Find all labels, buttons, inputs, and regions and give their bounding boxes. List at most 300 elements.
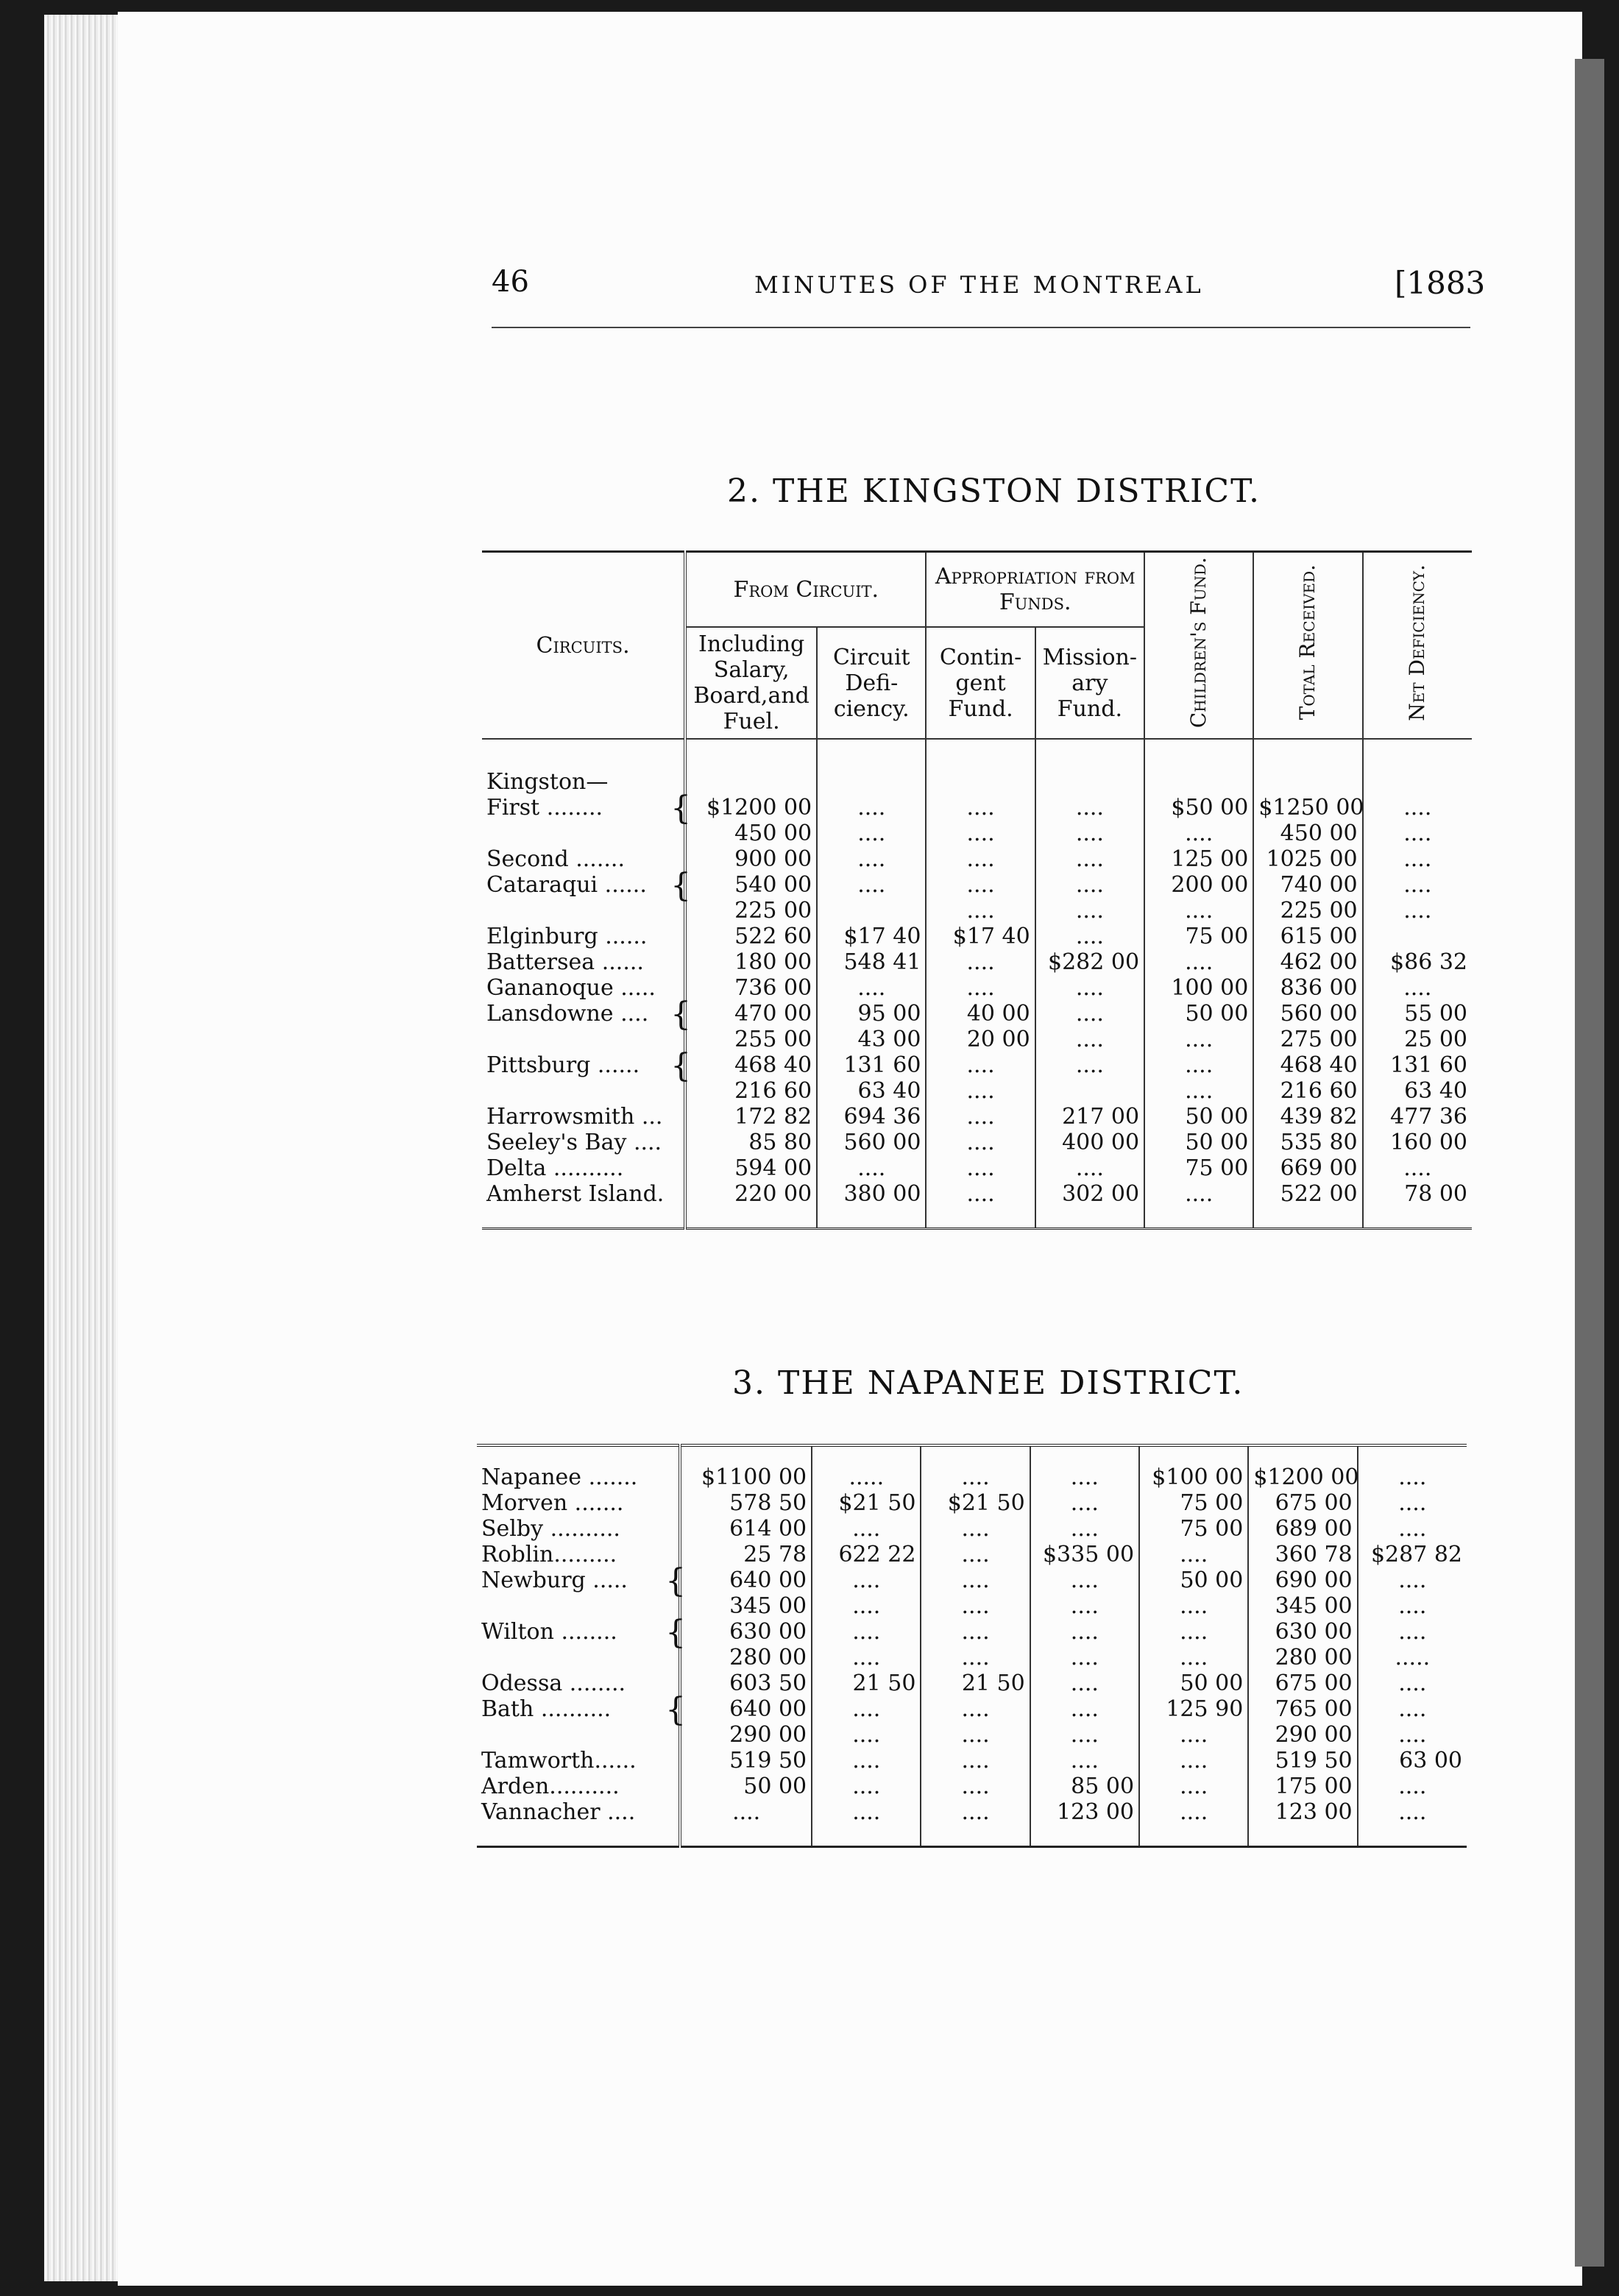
col-net [1363, 552, 1472, 740]
table-cell: .... [926, 1052, 1035, 1078]
table-cell: .... [817, 975, 926, 1001]
table-row [482, 821, 1472, 846]
cell-text: Children's Fund. [1186, 556, 1211, 729]
cell-text: 630 00 [729, 1619, 807, 1645]
kingston-table-header [482, 552, 1472, 740]
table-cell: $100 00 [1139, 1464, 1248, 1490]
table-cell: 160 00 [1363, 1130, 1472, 1155]
table-row [477, 1542, 1467, 1567]
table-cell [482, 1078, 685, 1104]
table-row: Lansdowne .... { 470 00 95 00 40 00 .... 50 00 560 00 55 00 [482, 1001, 1472, 1027]
table-cell: .... [926, 975, 1035, 1001]
table-cell: .... [1030, 1748, 1139, 1774]
table-row [477, 1645, 1467, 1670]
table-cell: 462 00 [1253, 949, 1362, 975]
cell-text: 468 40 [734, 1052, 812, 1078]
table-cell: .... [1363, 898, 1472, 924]
table-cell: .... [1358, 1490, 1467, 1516]
table-cell: 736 00 [685, 975, 817, 1001]
table-cell [482, 821, 685, 846]
table-cell: $335 00 [1030, 1542, 1139, 1567]
table-cell: 123 00 [1248, 1799, 1357, 1825]
table-cell: .... [926, 872, 1035, 898]
table-row [482, 949, 1472, 975]
table-cell: 345 00 [1248, 1593, 1357, 1619]
table-cell: .... [1139, 1722, 1248, 1748]
table-row [482, 1130, 1472, 1155]
table-cell: 85 00 [1030, 1774, 1139, 1799]
table-cell: .... [1358, 1799, 1467, 1825]
table-cell: .... [1139, 1645, 1248, 1670]
table-cell: .... [812, 1593, 921, 1619]
table-cell: .... [921, 1799, 1030, 1825]
table-row [477, 1670, 1467, 1696]
table-row [482, 898, 1472, 924]
cell-text: 470 00 [734, 1001, 812, 1027]
table-cell: $50 00 [1144, 795, 1253, 821]
table-cell: .... [1144, 949, 1253, 975]
table-cell: .... [812, 1774, 921, 1799]
table-cell: .... [1144, 1181, 1253, 1207]
cell-text: Total Received. [1295, 564, 1320, 720]
table-cell: 740 00 [1253, 872, 1362, 898]
table-row: Wilton ........ { 630 00 .... .... .... .... 630 00 .... [477, 1619, 1467, 1645]
table-cell: .... [1358, 1593, 1467, 1619]
table-cell: .... [812, 1619, 921, 1645]
table-cell: Arden.......... [481, 1774, 620, 1799]
table-cell: 302 00 [1035, 1181, 1144, 1207]
col-circuit-deficiency [817, 627, 926, 739]
table-cell: 123 00 [1030, 1799, 1139, 1825]
table-row [477, 1748, 1467, 1774]
table-cell: .... [1139, 1593, 1248, 1619]
page-number: 46 [492, 265, 529, 299]
table-row [482, 1155, 1472, 1181]
running-title: MINUTES OF THE MONTREAL [754, 271, 1204, 299]
table-cell: .... [812, 1722, 921, 1748]
table-cell: 519 50 [680, 1748, 812, 1774]
table-cell: Gananoque ..... [486, 975, 656, 1001]
table-row [482, 975, 1472, 1001]
table-cell: .... [1144, 898, 1253, 924]
table-cell: .... [921, 1516, 1030, 1542]
page-edges [44, 15, 127, 2281]
table-cell: 836 00 [1253, 975, 1362, 1001]
table-row [477, 1516, 1467, 1542]
table-cell: 25 78 [680, 1542, 812, 1567]
table-cell: 675 00 [1248, 1670, 1357, 1696]
table-cell: .... [921, 1748, 1030, 1774]
cell-text: Mission- ary Fund. [1042, 644, 1137, 722]
table-cell: ..... [812, 1464, 921, 1490]
table-cell: 78 00 [1363, 1181, 1472, 1207]
table-cell: 535 80 [1253, 1130, 1362, 1155]
table-cell: .... [1358, 1722, 1467, 1748]
table-cell: Second ....... [486, 846, 625, 872]
table-cell: Roblin......... [481, 1542, 617, 1567]
cell-text: 640 00 [729, 1567, 807, 1593]
table-cell: .... [1358, 1516, 1467, 1542]
table-cell: .... [1035, 795, 1144, 821]
table-cell: .... [1035, 1052, 1144, 1078]
table-cell: .... [1035, 821, 1144, 846]
table-row [477, 1490, 1467, 1516]
table-cell: 50 00 [1144, 1130, 1253, 1155]
table-cell: .... [1358, 1670, 1467, 1696]
table-cell: 689 00 [1248, 1516, 1357, 1542]
col-missionary [1035, 627, 1144, 739]
table-cell: 275 00 [1253, 1027, 1362, 1052]
table-cell: Morven ....... [481, 1490, 624, 1516]
table-cell: 175 00 [1248, 1774, 1357, 1799]
table-cell: .... [1030, 1670, 1139, 1696]
table-cell: 290 00 [1248, 1722, 1357, 1748]
table-cell: 690 00 [1248, 1567, 1357, 1593]
table-row [482, 1078, 1472, 1104]
table-cell: 522 00 [1253, 1181, 1362, 1207]
table-cell: 380 00 [817, 1181, 926, 1207]
table-cell: Vannacher .... [481, 1799, 636, 1825]
table-cell: .... [1139, 1799, 1248, 1825]
table-cell: Delta .......... [486, 1155, 624, 1181]
table-cell: .... [817, 1155, 926, 1181]
table-cell: 220 00 [685, 1181, 817, 1207]
table-cell: .... [1030, 1619, 1139, 1645]
cell-text: Appropriation from Funds. [935, 564, 1136, 615]
table-cell: 180 00 [685, 949, 817, 975]
table-cell: .... [812, 1567, 921, 1593]
table-cell: 560 00 [817, 1130, 926, 1155]
table-cell: Amherst Island. [486, 1181, 665, 1207]
table-cell: 560 00 [1253, 1001, 1362, 1027]
table-cell: 75 00 [1144, 924, 1253, 949]
table-cell: 131 60 [817, 1052, 926, 1078]
table-cell: .... [921, 1696, 1030, 1722]
table-cell: .... [1035, 975, 1144, 1001]
table-cell: .... [1144, 1078, 1253, 1104]
table-row [477, 1464, 1467, 1490]
table-cell: 95 00 [817, 1001, 926, 1027]
table-cell: 1025 00 [1253, 846, 1362, 872]
table-cell: 225 00 [685, 898, 817, 924]
table-cell: 50 00 [680, 1774, 812, 1799]
table-cell: 63 40 [1363, 1078, 1472, 1104]
table-cell: 900 00 [685, 846, 817, 872]
cell-text: Contin- gent Fund. [939, 644, 1022, 722]
table-cell: 21 50 [812, 1670, 921, 1696]
table-cell: Bath .......... [481, 1696, 612, 1722]
table-cell: Newburg ..... [481, 1567, 628, 1593]
table-row [477, 1593, 1467, 1619]
table-cell: .... [926, 949, 1035, 975]
table-cell: $21 50 [812, 1490, 921, 1516]
table-cell: $1100 00 [680, 1464, 812, 1490]
table-cell: 217 00 [1035, 1104, 1144, 1130]
table-cell: .... [1358, 1567, 1467, 1593]
table-cell: .... [1358, 1464, 1467, 1490]
table-cell: $282 00 [1035, 949, 1144, 975]
table-row [482, 846, 1472, 872]
table-cell: 75 00 [1139, 1516, 1248, 1542]
table-cell: .... [812, 1748, 921, 1774]
table-cell: .... [1035, 924, 1144, 949]
running-year: [1883 [1395, 265, 1486, 301]
table-row [482, 1181, 1472, 1207]
table-cell: 360 78 [1248, 1542, 1357, 1567]
table-cell: 280 00 [680, 1645, 812, 1670]
table-cell: 578 50 [680, 1490, 812, 1516]
table-cell [482, 1027, 685, 1052]
table-cell: $287 82 [1358, 1542, 1467, 1567]
table-cell: .... [926, 1155, 1035, 1181]
table-row: Cataraqui ...... { 540 00 .... .... .... 200 00 740 00 .... [482, 872, 1472, 898]
table-cell [477, 1593, 680, 1619]
table-cell: Lansdowne .... [486, 1001, 649, 1027]
table-cell: .... [812, 1696, 921, 1722]
table-cell [1035, 1078, 1144, 1104]
table-cell: .... [1139, 1619, 1248, 1645]
table-cell: 439 82 [1253, 1104, 1362, 1130]
table-cell: .... [1358, 1619, 1467, 1645]
table-cell: .... [1363, 975, 1472, 1001]
table-cell: Tamworth...... [481, 1748, 637, 1774]
table-row [482, 1027, 1472, 1052]
table-row [477, 1722, 1467, 1748]
cell-text: Circuit Defi- ciency. [832, 644, 910, 722]
table-cell: .... [1139, 1774, 1248, 1799]
table-cell: Selby .......... [481, 1516, 620, 1542]
table-cell: 55 00 [1363, 1001, 1472, 1027]
napanee-table [477, 1444, 1467, 1848]
table-cell: .... [1363, 795, 1472, 821]
group-row [482, 769, 1472, 795]
table-cell: 85 80 [685, 1130, 817, 1155]
table-row: Pittsburg ...... { 468 40 131 60 .... .... .... 468 40 131 60 [482, 1052, 1472, 1078]
table-cell: 75 00 [1144, 1155, 1253, 1181]
table-cell: 63 40 [817, 1078, 926, 1104]
table-cell: Seeley's Bay .... [486, 1130, 662, 1155]
table-cell: 50 00 [1144, 1104, 1253, 1130]
table-cell: 63 00 [1358, 1748, 1467, 1774]
cell-text: Circuits. [536, 632, 630, 659]
table-cell [477, 1645, 680, 1670]
table-cell: Elginburg ...... [486, 924, 648, 949]
table-cell: .... [921, 1774, 1030, 1799]
cell-text: 540 00 [734, 872, 812, 898]
table-cell: 594 00 [685, 1155, 817, 1181]
table-cell: .... [921, 1542, 1030, 1567]
book-cover-edge [1575, 59, 1604, 2267]
table-cell: 131 60 [1363, 1052, 1472, 1078]
table-cell: .... [1030, 1567, 1139, 1593]
table-row: First ........ { $1200 00 .... .... .... $50 00 $1250 00 .... [482, 795, 1472, 821]
table-cell: Harrowsmith ... [486, 1104, 663, 1130]
table-cell: 21 50 [921, 1670, 1030, 1696]
table-cell: .... [1144, 821, 1253, 846]
table-cell: $86 32 [1363, 949, 1472, 975]
cell-text: 640 00 [729, 1696, 807, 1722]
table-cell: 615 00 [1253, 924, 1362, 949]
table-cell: .... [921, 1722, 1030, 1748]
table-cell: 25 00 [1363, 1027, 1472, 1052]
table-cell: .... [1358, 1696, 1467, 1722]
table-cell: Pittsburg ...... [486, 1052, 640, 1078]
table-cell: .... [1144, 1052, 1253, 1078]
table-cell [1363, 924, 1472, 949]
table-cell: 450 00 [1253, 821, 1362, 846]
table-cell: 630 00 [1248, 1619, 1357, 1645]
table-cell: 345 00 [680, 1593, 812, 1619]
table-cell: 50 00 [1139, 1670, 1248, 1696]
table-cell: .... [921, 1567, 1030, 1593]
col-including [685, 627, 817, 739]
table-cell: 622 22 [812, 1542, 921, 1567]
table-cell: 548 41 [817, 949, 926, 975]
table-cell: .... [1139, 1542, 1248, 1567]
table-cell: 477 36 [1363, 1104, 1472, 1130]
table-cell: .... [1035, 898, 1144, 924]
table-cell [477, 1722, 680, 1748]
table-cell: 200 00 [1144, 872, 1253, 898]
table-cell: 614 00 [680, 1516, 812, 1542]
table-cell: .... [1030, 1490, 1139, 1516]
table-cell: 280 00 [1248, 1645, 1357, 1670]
table-cell: .... [817, 872, 926, 898]
table-cell: 172 82 [685, 1104, 817, 1130]
table-cell: 100 00 [1144, 975, 1253, 1001]
table-cell: .... [1030, 1593, 1139, 1619]
table-cell: 125 00 [1144, 846, 1253, 872]
table-cell: .... [1035, 872, 1144, 898]
table-cell: 450 00 [685, 821, 817, 846]
table-cell: Napanee ....... [481, 1464, 638, 1490]
kingston-district-title: 2. THE KINGSTON DISTRICT. [727, 472, 1261, 510]
table-cell: .... [817, 846, 926, 872]
table-cell: $1200 00 [1248, 1464, 1357, 1490]
table-row [482, 924, 1472, 949]
table-cell: 765 00 [1248, 1696, 1357, 1722]
col-appropriation [926, 552, 1144, 628]
table-cell: 216 60 [685, 1078, 817, 1104]
table-cell: .... [1035, 1155, 1144, 1181]
table-cell: .... [926, 1130, 1035, 1155]
table-cell: 522 60 [685, 924, 817, 949]
table-cell: .... [926, 846, 1035, 872]
table-cell: 468 40 [1253, 1052, 1362, 1078]
table-row [482, 1104, 1472, 1130]
table-cell: $17 40 [926, 924, 1035, 949]
table-cell: .... [1363, 821, 1472, 846]
table-cell: .... [1035, 846, 1144, 872]
table-cell: 603 50 [680, 1670, 812, 1696]
table-cell: $21 50 [921, 1490, 1030, 1516]
table-cell: .... [817, 795, 926, 821]
table-cell: ..... [1358, 1645, 1467, 1670]
table-cell [817, 898, 926, 924]
table-cell: 50 00 [1144, 1001, 1253, 1027]
table-cell: .... [812, 1516, 921, 1542]
cell-text: Net Deficiency. [1405, 564, 1430, 721]
table-cell: .... [1035, 1001, 1144, 1027]
table-cell: .... [1030, 1645, 1139, 1670]
table-row [477, 1774, 1467, 1799]
col-childrens [1144, 552, 1253, 740]
table-cell: .... [1358, 1774, 1467, 1799]
table-cell: 519 50 [1248, 1748, 1357, 1774]
table-cell: .... [1363, 846, 1472, 872]
table-cell [482, 898, 685, 924]
col-contingent [926, 627, 1035, 739]
table-cell: .... [926, 1181, 1035, 1207]
kingston-table [482, 550, 1472, 1230]
col-total [1253, 552, 1362, 740]
table-cell: 290 00 [680, 1722, 812, 1748]
table-cell: .... [1144, 1027, 1253, 1052]
table-cell: Cataraqui ...... [486, 872, 647, 898]
table-cell: 40 00 [926, 1001, 1035, 1027]
table-cell: Battersea ...... [486, 949, 644, 975]
table-cell: 43 00 [817, 1027, 926, 1052]
col-circuits [482, 552, 685, 740]
table-cell: $17 40 [817, 924, 926, 949]
table-cell: .... [812, 1645, 921, 1670]
table-row: Newburg ..... { 640 00 .... .... .... 50 00 690 00 .... [477, 1567, 1467, 1593]
table-cell: .... [921, 1619, 1030, 1645]
table-cell: 255 00 [685, 1027, 817, 1052]
table-cell: .... [1030, 1696, 1139, 1722]
table-cell: .... [812, 1799, 921, 1825]
table-cell: 75 00 [1139, 1490, 1248, 1516]
table-cell: .... [921, 1464, 1030, 1490]
table-cell: Wilton ........ [481, 1619, 617, 1645]
table-cell: 20 00 [926, 1027, 1035, 1052]
cell-text: $1200 00 [706, 795, 812, 821]
table-cell: Odessa ........ [481, 1670, 626, 1696]
group-label: Kingston— [486, 769, 609, 795]
table-cell: .... [1363, 872, 1472, 898]
table-cell: .... [1035, 1027, 1144, 1052]
table-cell: .... [1139, 1748, 1248, 1774]
table-cell: $1250 00 [1253, 795, 1362, 821]
table-cell: 675 00 [1248, 1490, 1357, 1516]
table-row [477, 1799, 1467, 1825]
table-cell: .... [921, 1593, 1030, 1619]
table-cell: .... [1030, 1722, 1139, 1748]
table-cell: .... [926, 795, 1035, 821]
col-from-circuit [685, 552, 926, 628]
cell-text: Including Salary, Board,and Fuel. [693, 631, 810, 734]
table-cell: .... [921, 1645, 1030, 1670]
table-cell: 225 00 [1253, 898, 1362, 924]
table-cell: .... [1363, 1155, 1472, 1181]
table-cell: .... [1030, 1464, 1139, 1490]
cell-text: From Circuit. [733, 576, 879, 603]
table-cell: .... [680, 1799, 812, 1825]
table-cell: .... [926, 1104, 1035, 1130]
table-cell: .... [1030, 1516, 1139, 1542]
table-cell: .... [926, 821, 1035, 846]
table-cell: 125 90 [1139, 1696, 1248, 1722]
table-cell: 50 00 [1139, 1567, 1248, 1593]
header-rule [492, 327, 1470, 328]
table-cell: 669 00 [1253, 1155, 1362, 1181]
table-cell: First ........ [486, 795, 603, 821]
table-cell: .... [926, 1078, 1035, 1104]
table-cell: 216 60 [1253, 1078, 1362, 1104]
table-cell: .... [926, 898, 1035, 924]
table-cell: 400 00 [1035, 1130, 1144, 1155]
table-row: Bath .......... { 640 00 .... .... .... 125 90 765 00 .... [477, 1696, 1467, 1722]
